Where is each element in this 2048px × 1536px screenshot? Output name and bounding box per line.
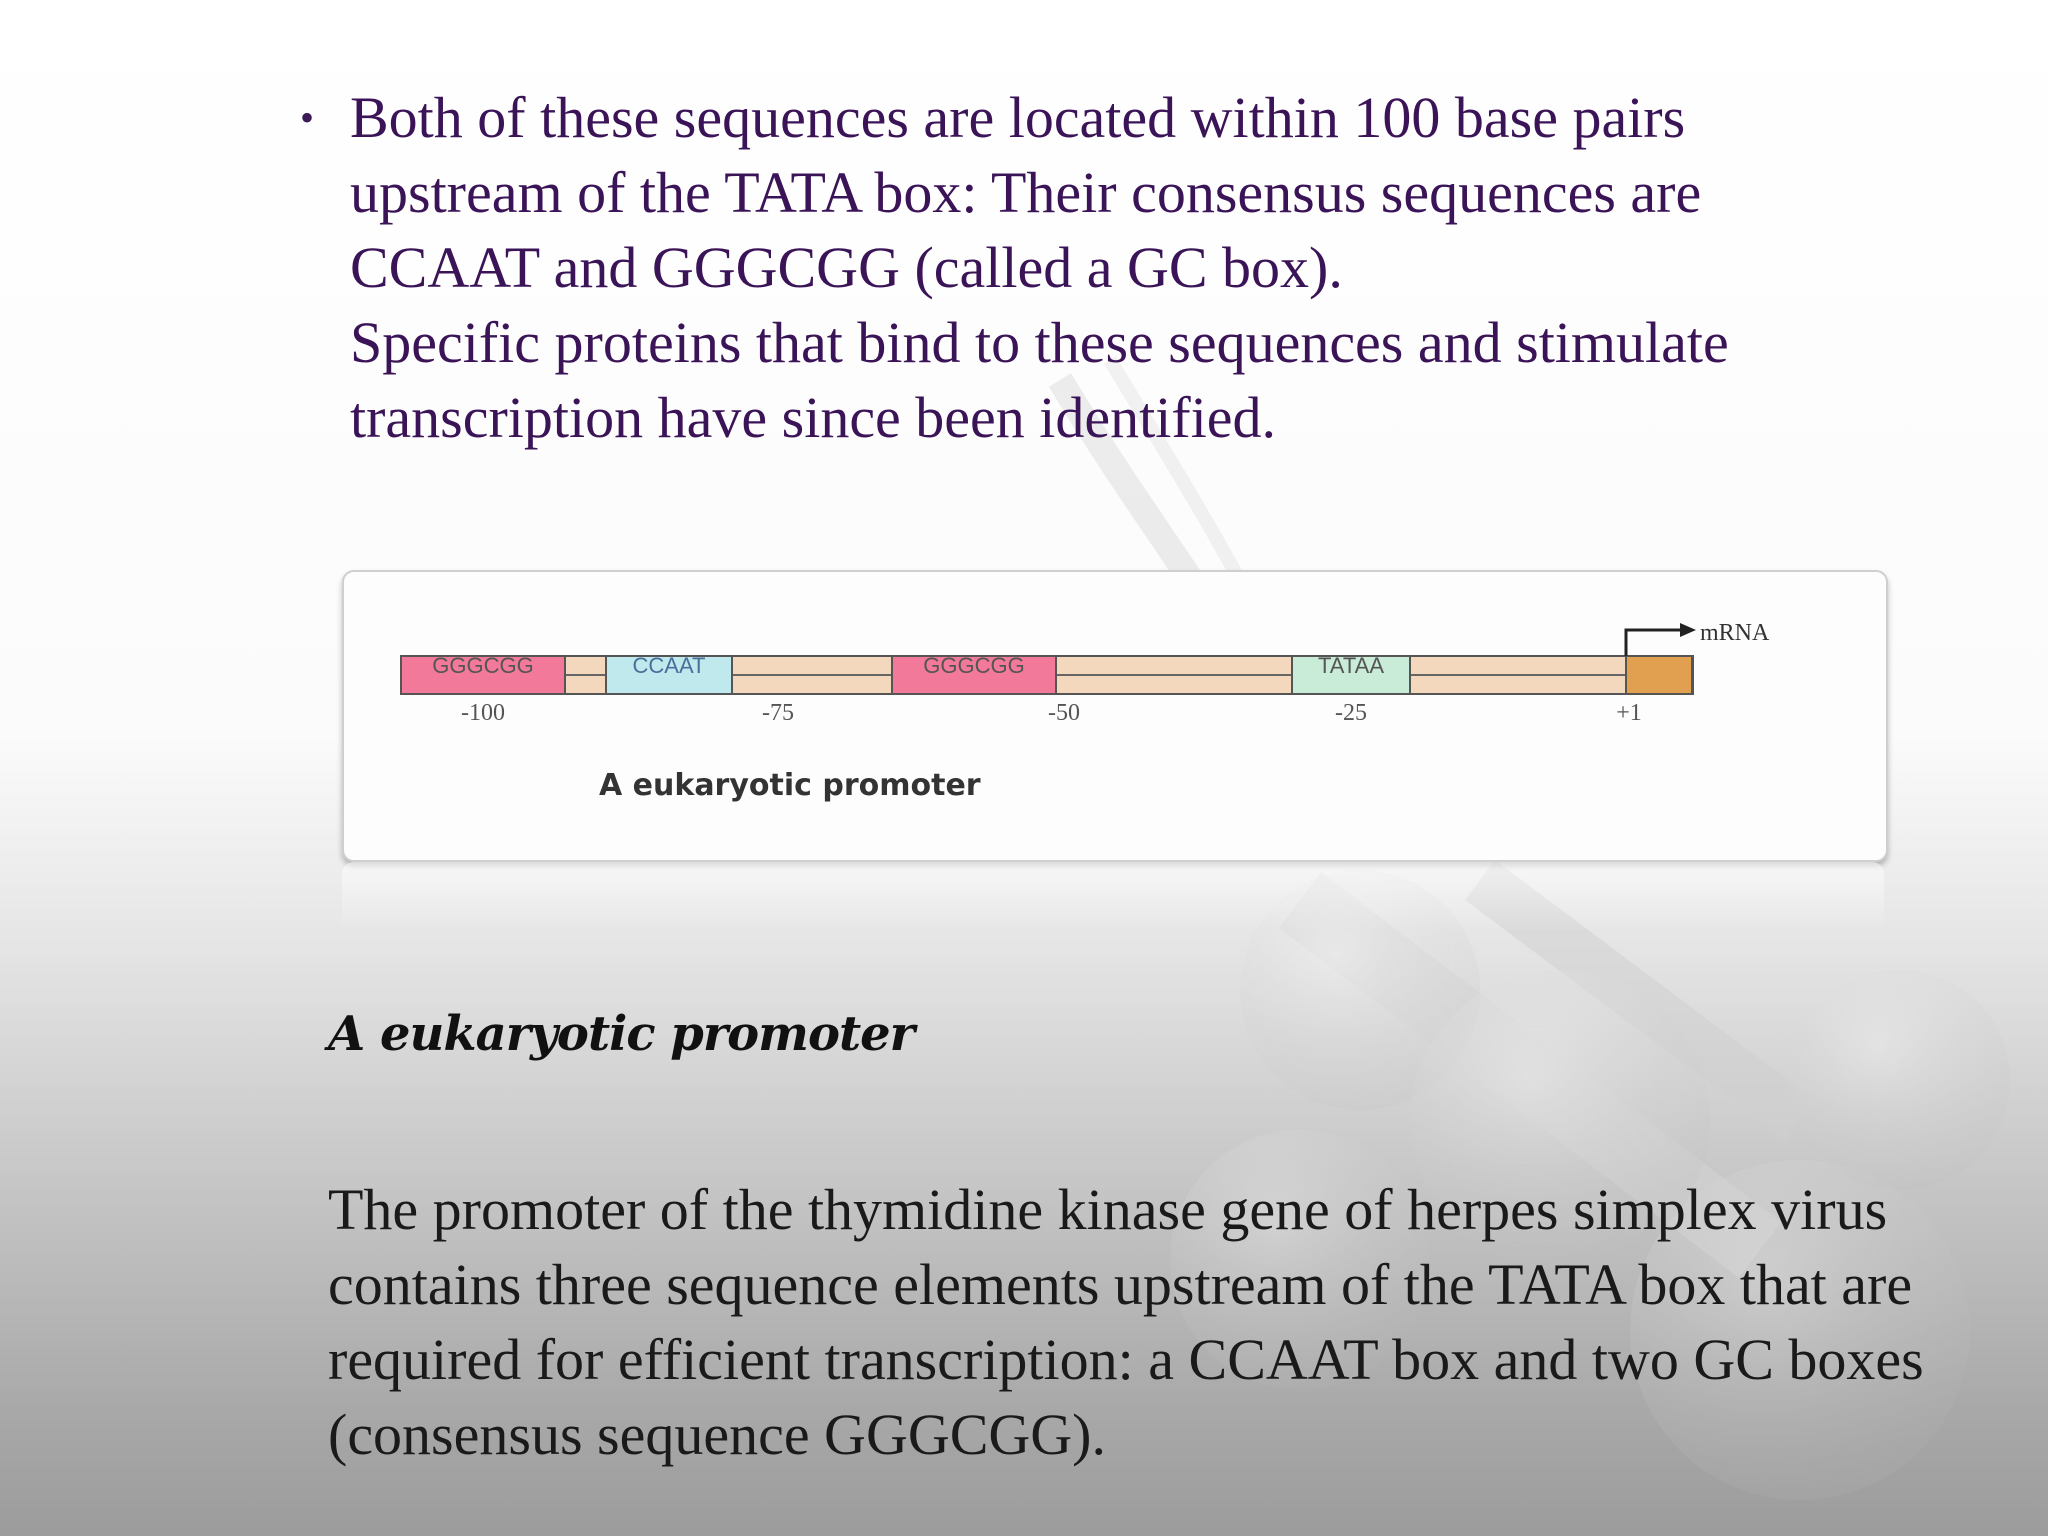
promoter-diagram (344, 572, 1886, 860)
position-label-100: -100 (461, 700, 505, 726)
promoter-figure (342, 570, 1888, 862)
bullet-dot: • (300, 95, 315, 140)
ccaat-box-label: CCAAT (632, 653, 706, 678)
ccaat-box (606, 653, 732, 694)
position-label-75: -75 (762, 700, 794, 726)
figure-reflection (342, 862, 1884, 932)
gc-box-2 (892, 653, 1056, 694)
mrna-label: mRNA (1700, 620, 1770, 646)
bullet-text (350, 80, 1860, 455)
bullet-block (300, 80, 1860, 455)
mrna-arrow-icon (1626, 630, 1680, 656)
bullet-sentence-1: Both of these sequences are located within 100 base pairs upstream of the TATA box: Their consensus sequences are CCAAT and GGGCGG (called a GC box). (350, 85, 1702, 300)
position-label-25: -25 (1335, 700, 1367, 726)
tataa-box-label: TATAA (1318, 653, 1384, 678)
body-paragraph: The promoter of the thymidine kinase gene of herpes simplex virus contains three sequence elements upstream of the TATA box that are required for efficient transcription: a CCAAT box and two GC boxes (consensus sequence GGGCGG). (328, 1177, 1924, 1467)
start-site-block (1626, 656, 1692, 694)
tataa-box (1292, 653, 1410, 694)
gc-box-2-label: GGGCGG (923, 653, 1025, 678)
gc-box-1 (401, 653, 565, 694)
figure-caption: A eukaryotic promoter (599, 768, 981, 803)
position-label-plus1: +1 (1616, 700, 1642, 726)
section-heading: A eukaryotic promoter (328, 1006, 914, 1062)
bullet-sentence-2: Specific proteins that bind to these sequences and stimulate transcription have since been identified. (350, 310, 1729, 450)
position-label-50: -50 (1048, 700, 1080, 726)
gc-box-1-label: GGGCGG (432, 653, 534, 678)
